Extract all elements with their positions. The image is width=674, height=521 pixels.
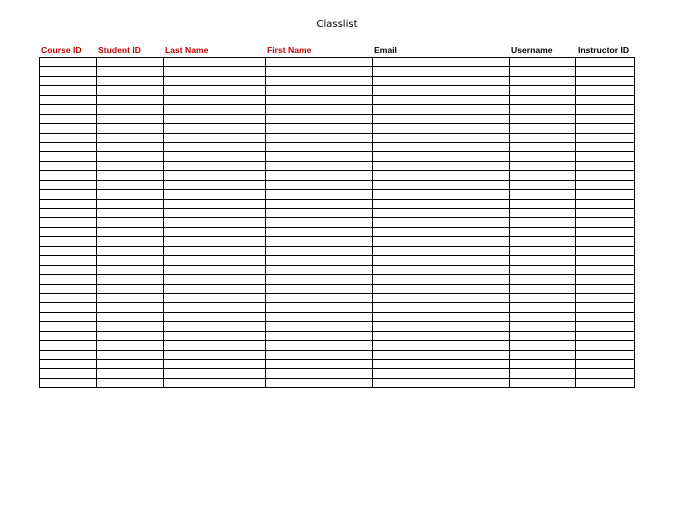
table-cell [40,360,97,369]
table-cell [97,341,164,350]
table-cell [510,171,576,180]
table-cell [373,180,510,189]
table-cell [164,152,266,161]
table-row [40,199,635,208]
table-cell [97,152,164,161]
table-cell [510,312,576,321]
table-row [40,209,635,218]
table-row [40,322,635,331]
table-cell [510,180,576,189]
table-cell [266,293,373,302]
table-cell [510,303,576,312]
table-cell [373,58,510,67]
table-cell [576,142,635,151]
table-cell [164,95,266,104]
table-cell [97,171,164,180]
table-cell [40,303,97,312]
table-cell [164,256,266,265]
table-cell [373,190,510,199]
table-cell [266,133,373,142]
table-cell [576,209,635,218]
table-row [40,142,635,151]
table-cell [40,284,97,293]
table-cell [164,133,266,142]
table-cell [164,265,266,274]
table-cell [164,105,266,114]
table-cell [164,171,266,180]
table-cell [373,331,510,340]
table-cell [40,58,97,67]
table-cell [97,76,164,85]
table-cell [266,227,373,236]
table-cell [510,142,576,151]
table-row [40,171,635,180]
table-cell [576,114,635,123]
table-cell [266,58,373,67]
table-cell [576,369,635,378]
table-cell [576,67,635,76]
table-row [40,133,635,142]
table-cell [510,58,576,67]
table-cell [373,67,510,76]
table-cell [576,360,635,369]
table-cell [164,161,266,170]
table-cell [164,218,266,227]
table-cell [576,105,635,114]
table-cell [266,95,373,104]
table-cell [510,378,576,387]
classlist-sheet [39,45,634,56]
table-cell [510,133,576,142]
table-cell [576,190,635,199]
table-cell [164,378,266,387]
table-cell [510,161,576,170]
table-cell [97,265,164,274]
table-cell [510,95,576,104]
table-cell [97,246,164,255]
table-cell [373,312,510,321]
table-row [40,227,635,236]
table-row [40,58,635,67]
table-cell [266,341,373,350]
table-cell [40,227,97,236]
table-cell [164,114,266,123]
table-cell [373,95,510,104]
table-cell [373,86,510,95]
table-cell [266,312,373,321]
table-cell [40,133,97,142]
table-cell [576,341,635,350]
table-cell [164,86,266,95]
table-cell [164,246,266,255]
table-cell [97,237,164,246]
table-cell [97,369,164,378]
table-cell [266,152,373,161]
table-cell [576,350,635,359]
table-cell [40,275,97,284]
table-cell [373,218,510,227]
table-cell [373,275,510,284]
table-row [40,218,635,227]
table-cell [576,95,635,104]
header-instructor-id: Instructor ID [578,45,630,55]
table-cell [164,237,266,246]
table-cell [576,265,635,274]
table-cell [164,312,266,321]
table-cell [97,86,164,95]
table-cell [266,303,373,312]
table-cell [576,293,635,302]
table-row [40,256,635,265]
table-cell [373,284,510,293]
table-cell [373,227,510,236]
table-cell [40,171,97,180]
table-row [40,152,635,161]
table-cell [373,303,510,312]
table-cell [164,331,266,340]
table-cell [510,105,576,114]
table-cell [97,95,164,104]
table-cell [164,180,266,189]
table-cell [373,142,510,151]
table-cell [510,331,576,340]
table-cell [40,180,97,189]
table-cell [373,114,510,123]
table-cell [373,265,510,274]
table-cell [510,67,576,76]
table-cell [266,360,373,369]
table-cell [97,350,164,359]
table-cell [164,360,266,369]
table-cell [97,161,164,170]
table-cell [576,152,635,161]
table-row [40,303,635,312]
table-cell [40,190,97,199]
table-cell [510,350,576,359]
table-row [40,180,635,189]
table-body [40,58,635,388]
table-cell [97,312,164,321]
table-cell [40,265,97,274]
table-cell [510,209,576,218]
table-cell [164,227,266,236]
header-student-id: Student ID [98,45,141,55]
table-cell [576,312,635,321]
table-cell [164,293,266,302]
table-cell [576,246,635,255]
table-cell [510,369,576,378]
table-cell [40,350,97,359]
table-cell [164,67,266,76]
table-cell [266,256,373,265]
table-cell [510,227,576,236]
table-cell [97,331,164,340]
table-cell [266,142,373,151]
table-cell [576,161,635,170]
table-cell [510,265,576,274]
table-cell [576,275,635,284]
table-cell [40,209,97,218]
table-cell [373,161,510,170]
table-cell [164,58,266,67]
table-cell [373,209,510,218]
table-cell [576,256,635,265]
table-cell [97,114,164,123]
table-cell [40,114,97,123]
table-cell [97,275,164,284]
table-cell [266,237,373,246]
table-cell [373,76,510,85]
table-cell [373,171,510,180]
table-cell [576,86,635,95]
table-cell [576,180,635,189]
table-row [40,190,635,199]
table-cell [510,256,576,265]
table-cell [164,303,266,312]
table-cell [97,378,164,387]
table-cell [40,142,97,151]
table-cell [510,76,576,85]
header-email: Email [374,45,397,55]
table-cell [40,76,97,85]
table-cell [164,284,266,293]
table-cell [40,86,97,95]
table-cell [266,180,373,189]
table-cell [510,360,576,369]
table-row [40,95,635,104]
table-cell [373,350,510,359]
table-cell [266,105,373,114]
table-cell [40,246,97,255]
table-cell [97,142,164,151]
table-cell [40,369,97,378]
table-cell [266,369,373,378]
table-cell [510,284,576,293]
table-row [40,350,635,359]
table-cell [164,209,266,218]
table-cell [373,256,510,265]
table-row [40,360,635,369]
table-cell [266,218,373,227]
table-cell [164,76,266,85]
table-cell [40,152,97,161]
table-cell [266,86,373,95]
table-cell [97,67,164,76]
table-cell [373,124,510,133]
table-cell [510,218,576,227]
table-cell [164,142,266,151]
table-cell [97,133,164,142]
table-cell [97,284,164,293]
table-cell [576,237,635,246]
table-cell [97,190,164,199]
table-cell [40,105,97,114]
table-row [40,67,635,76]
table-row [40,378,635,387]
table-row [40,76,635,85]
table-cell [40,293,97,302]
table-cell [97,303,164,312]
table-row [40,293,635,302]
table-cell [510,86,576,95]
table-row [40,124,635,133]
table-cell [373,105,510,114]
table-cell [164,190,266,199]
table-row [40,246,635,255]
table-cell [576,133,635,142]
table-cell [576,218,635,227]
table-cell [373,293,510,302]
table-row [40,237,635,246]
table-cell [266,284,373,293]
table-cell [576,322,635,331]
table-cell [576,227,635,236]
table-cell [576,124,635,133]
classlist-table [39,57,635,388]
table-row [40,341,635,350]
table-cell [510,275,576,284]
table-cell [373,133,510,142]
table-cell [40,331,97,340]
header-course-id: Course ID [41,45,82,55]
table-cell [40,378,97,387]
table-cell [510,341,576,350]
table-cell [576,284,635,293]
table-cell [373,378,510,387]
table-cell [97,218,164,227]
table-cell [373,152,510,161]
table-cell [266,275,373,284]
table-row [40,331,635,340]
table-row [40,86,635,95]
table-cell [97,58,164,67]
table-row [40,265,635,274]
table-cell [510,124,576,133]
table-row [40,369,635,378]
table-cell [576,76,635,85]
table-row [40,114,635,123]
table-cell [576,378,635,387]
table-cell [266,124,373,133]
table-cell [373,369,510,378]
table-cell [373,341,510,350]
table-cell [373,360,510,369]
table-cell [266,114,373,123]
table-cell [266,322,373,331]
table-cell [40,237,97,246]
table-cell [266,246,373,255]
header-username: Username [511,45,553,55]
table-row [40,284,635,293]
table-cell [97,209,164,218]
table-cell [510,152,576,161]
table-cell [97,360,164,369]
table-cell [97,199,164,208]
table-cell [164,369,266,378]
table-cell [510,237,576,246]
table-cell [164,350,266,359]
table-cell [373,237,510,246]
table-cell [576,303,635,312]
table-cell [40,312,97,321]
table-cell [510,114,576,123]
table-cell [373,199,510,208]
table-cell [97,322,164,331]
table-cell [576,331,635,340]
table-cell [266,76,373,85]
table-row [40,161,635,170]
table-cell [266,265,373,274]
table-row [40,275,635,284]
table-cell [164,275,266,284]
table-cell [97,256,164,265]
table-cell [576,199,635,208]
header-first-name: First Name [267,45,312,55]
table-cell [373,246,510,255]
table-cell [164,124,266,133]
table-cell [97,227,164,236]
table-cell [576,58,635,67]
table-cell [40,322,97,331]
table-row [40,312,635,321]
table-cell [576,171,635,180]
table-cell [266,67,373,76]
table-cell [266,190,373,199]
table-cell [164,199,266,208]
table-cell [266,209,373,218]
table-row [40,105,635,114]
table-cell [510,246,576,255]
table-cell [40,67,97,76]
table-cell [266,171,373,180]
table-cell [97,124,164,133]
table-cell [510,199,576,208]
header-last-name: Last Name [165,45,209,55]
table-cell [164,341,266,350]
table-cell [40,161,97,170]
table-cell [510,322,576,331]
table-cell [373,322,510,331]
table-cell [164,322,266,331]
table-cell [40,199,97,208]
table-cell [97,293,164,302]
table-cell [266,350,373,359]
table-cell [97,180,164,189]
table-cell [40,218,97,227]
table-cell [97,105,164,114]
table-cell [266,331,373,340]
table-cell [40,256,97,265]
table-cell [40,124,97,133]
table-cell [40,95,97,104]
table-cell [40,341,97,350]
table-cell [266,378,373,387]
table-cell [266,161,373,170]
table-cell [510,293,576,302]
table-cell [510,190,576,199]
page-title: Classlist [316,19,358,30]
header-row [39,45,634,56]
table-cell [266,199,373,208]
